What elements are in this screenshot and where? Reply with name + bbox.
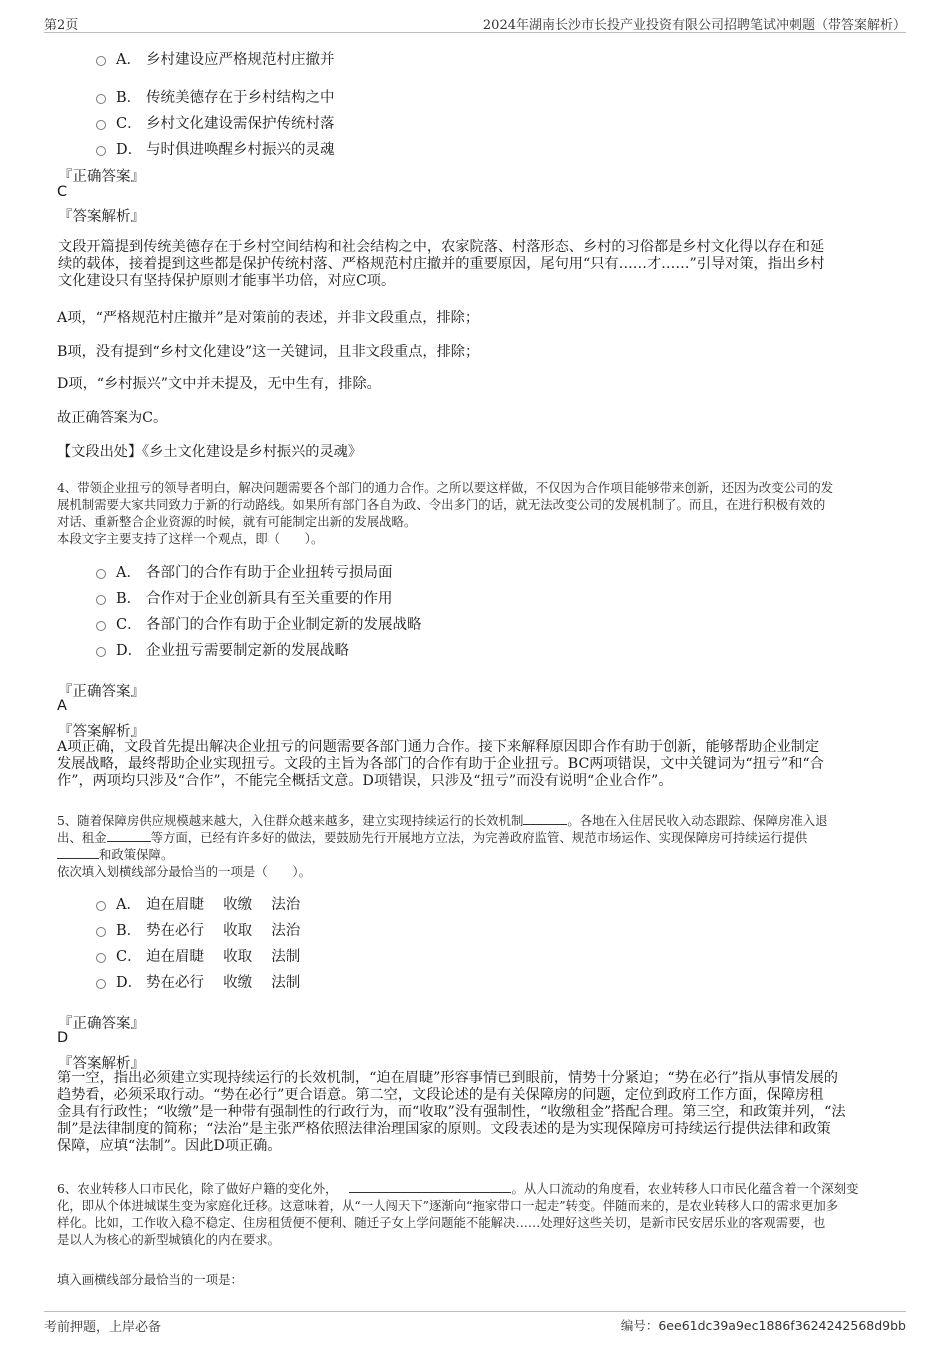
q3-option-b[interactable]: B． 传统美德存在于乡村结构之中 xyxy=(96,86,335,107)
q4-answer-label: 『正确答案』 xyxy=(58,684,145,700)
radio-icon[interactable] xyxy=(96,621,106,631)
q6-stem: 6、农业转移人口市民化，除了做好户籍的变化外， 。从人口流动的角度看，农业转移人口市民化蕴含着一个深刻变 化，即从个体进城谋生变为家庭化迁移。这意味着，从“一人闯天下”逐渐向“拖家带口一起走”转变。伴随而来的，是农业转移人口的需求更加多 样化。比如，工作收入稳不稳定、住房租赁便不便利、随迁子女上学问题能不能解决……处理好这些关切，是新市民安居乐业的客观需要，也 是以人为核心的新型城镇化的内在要求。 xyxy=(57,1181,859,1247)
q5-option-b[interactable]: B． 势在必行 收取 法治 xyxy=(96,919,300,940)
q5-blank-3 xyxy=(57,846,99,859)
q4-analysis: A项正确，文段首先提出解决企业扭亏的问题需要各部门通力合作。接下来解释原因即合作有助于创新，能够帮助企业制定 发展战略，最终帮助企业实现扭亏。文段的主旨为各部门的合作有助于企业扭亏。BC两项错误，文中关键词为“扭亏”和“合 作”，两项均只涉及“合作”，不能完全概括文意。D项错误，只涉及“扭亏”而没有说明“企业合作”。 xyxy=(57,739,824,789)
radio-icon[interactable] xyxy=(96,120,106,130)
q5-analysis: 第一空，指出必须建立实现持续运行的长效机制，“迫在眉睫”形容事情已到眼前，情势十分紧迫；“势在必行”指从事情发展的 趋势看，必须采取行动。“势在必行”更合语意。第二空，文段论述的是有关保障房的问题，定位到政府工作方面，保障房租 金具有行政性；“收缴”是一种带有强制性的行政行为，而“收取”没有强制性，“收缴租金”搭配合理。第三空，和政策并列，“法 制”是法律制度的简称；“法治”是主张严格依照法律治理国家的原则。文段表述的是为实现保障房可持续运行提供法律和政策 保障，应填“法制”。因此D项正确。 xyxy=(57,1070,846,1154)
document-title: 2024年湖南长沙市长投产业投资有限公司招聘笔试冲刺题（带答案解析） xyxy=(482,18,906,33)
radio-icon[interactable] xyxy=(96,595,106,605)
q5-analysis-label: 『答案解析』 xyxy=(58,1056,145,1072)
q3-answer-label: 『正确答案』 xyxy=(58,169,145,185)
q3-analysis: 文段开篇提到传统美德存在于乡村空间结构和社会结构之中，农家院落、村落形态、乡村的习俗都是乡村文化得以存在和延 续的载体，接着提到这些都是保护传统村落、严格规范村庄撤并的重要原因，尾句用“只有……才……”引导对策，指出乡村 文化建设只有坚持保护原则才能事半功倍，对应C项。 xyxy=(58,239,825,289)
q5-answer-label: 『正确答案』 xyxy=(58,1016,145,1032)
q3-option-c[interactable]: C． 乡村文化建设需保护传统村落 xyxy=(96,112,335,133)
q3-analysis-label: 『答案解析』 xyxy=(58,209,145,225)
q5-option-a[interactable]: A． 迫在眉睫 收缴 法治 xyxy=(96,893,300,914)
document-id: 编号：6ee61dc39a9ec1886f3624242568d9bb xyxy=(620,1318,906,1333)
radio-icon[interactable] xyxy=(96,901,106,911)
radio-icon[interactable] xyxy=(96,94,106,104)
q4-option-d[interactable]: D． 企业扭亏需要制定新的发展战略 xyxy=(96,639,349,660)
q5-answer: D xyxy=(57,1030,69,1046)
q4-option-b[interactable]: B． 合作对于企业创新具有至关重要的作用 xyxy=(96,587,393,608)
q3-conclusion: 故正确答案为C。 xyxy=(57,410,168,426)
footer-divider xyxy=(44,1311,906,1312)
q6-prompt: 填入画横线部分最恰当的一项是： xyxy=(57,1272,243,1287)
radio-icon[interactable] xyxy=(96,569,106,579)
q3-answer: C xyxy=(57,184,68,200)
radio-icon[interactable] xyxy=(96,146,106,156)
q5-option-d[interactable]: D． 势在必行 收缴 法制 xyxy=(96,971,300,992)
q3-note-d: D项，“乡村振兴”文中并未提及，无中生有，排除。 xyxy=(57,376,381,392)
q4-option-a[interactable]: A． 各部门的合作有助于企业扭转亏损局面 xyxy=(96,561,393,582)
q5-blank-1 xyxy=(523,812,567,825)
q5-option-c[interactable]: C． 迫在眉睫 收取 法制 xyxy=(96,945,300,966)
radio-icon[interactable] xyxy=(96,927,106,937)
q5-blank-2 xyxy=(107,829,151,842)
q3-option-a[interactable]: A． 乡村建设应严格规范村庄撤并 xyxy=(96,48,335,69)
radio-icon[interactable] xyxy=(96,56,106,66)
q4-stem: 4、带领企业扭亏的领导者明白，解决问题需要各个部门的通力合作。之所以要这样做，不仅因为合作项目能够带来创新，还因为改变公司的发 展机制需要大家共同致力于新的行动路线。如果所有部门各自为政、令出多门的话，就无法改变公司的发展机制了。而且，在进行积极有效的 对话、重新整合企业资源的时候，就有可能制定出新的发展战略。 本段文字主要支持了这样一个观点，即（ ）。 xyxy=(57,480,834,546)
q3-note-a: A项，“严格规范村庄撤并”是对策前的表述，并非文段重点，排除； xyxy=(57,310,480,326)
footer-slogan: 考前押题，上岸必备 xyxy=(44,1320,162,1335)
header-divider xyxy=(44,32,906,33)
q4-option-c[interactable]: C． 各部门的合作有助于企业制定新的发展战略 xyxy=(96,613,422,634)
q6-blank xyxy=(349,1180,511,1193)
q4-answer: A xyxy=(57,698,67,714)
radio-icon[interactable] xyxy=(96,953,106,963)
radio-icon[interactable] xyxy=(96,647,106,657)
q4-analysis-label: 『答案解析』 xyxy=(58,724,145,740)
q5-stem: 5、随着保障房供应规模越来越大，入住群众越来越多，建立实现持续运行的长效机制 。各地在入住居民收入动态跟踪、保障房准入退 出、租金 等方面，已经有许多好的做法，要鼓励先行开展地方立法，为完善政府监管、规范市场运作、实现保障房可持续运行提供 和政策保障。 依次填入划横线部分最恰当的一项是（ ）。 xyxy=(57,813,828,879)
q3-option-d[interactable]: D． 与时俱进唤醒乡村振兴的灵魂 xyxy=(96,138,335,159)
radio-icon[interactable] xyxy=(96,979,106,989)
page-number: 第2页 xyxy=(44,18,79,33)
q3-source: 【文段出处】《乡土文化建设是乡村振兴的灵魂》 xyxy=(57,444,363,460)
q3-note-b: B项，没有提到“乡村文化建设”这一关键词，且非文段重点，排除； xyxy=(57,344,480,360)
